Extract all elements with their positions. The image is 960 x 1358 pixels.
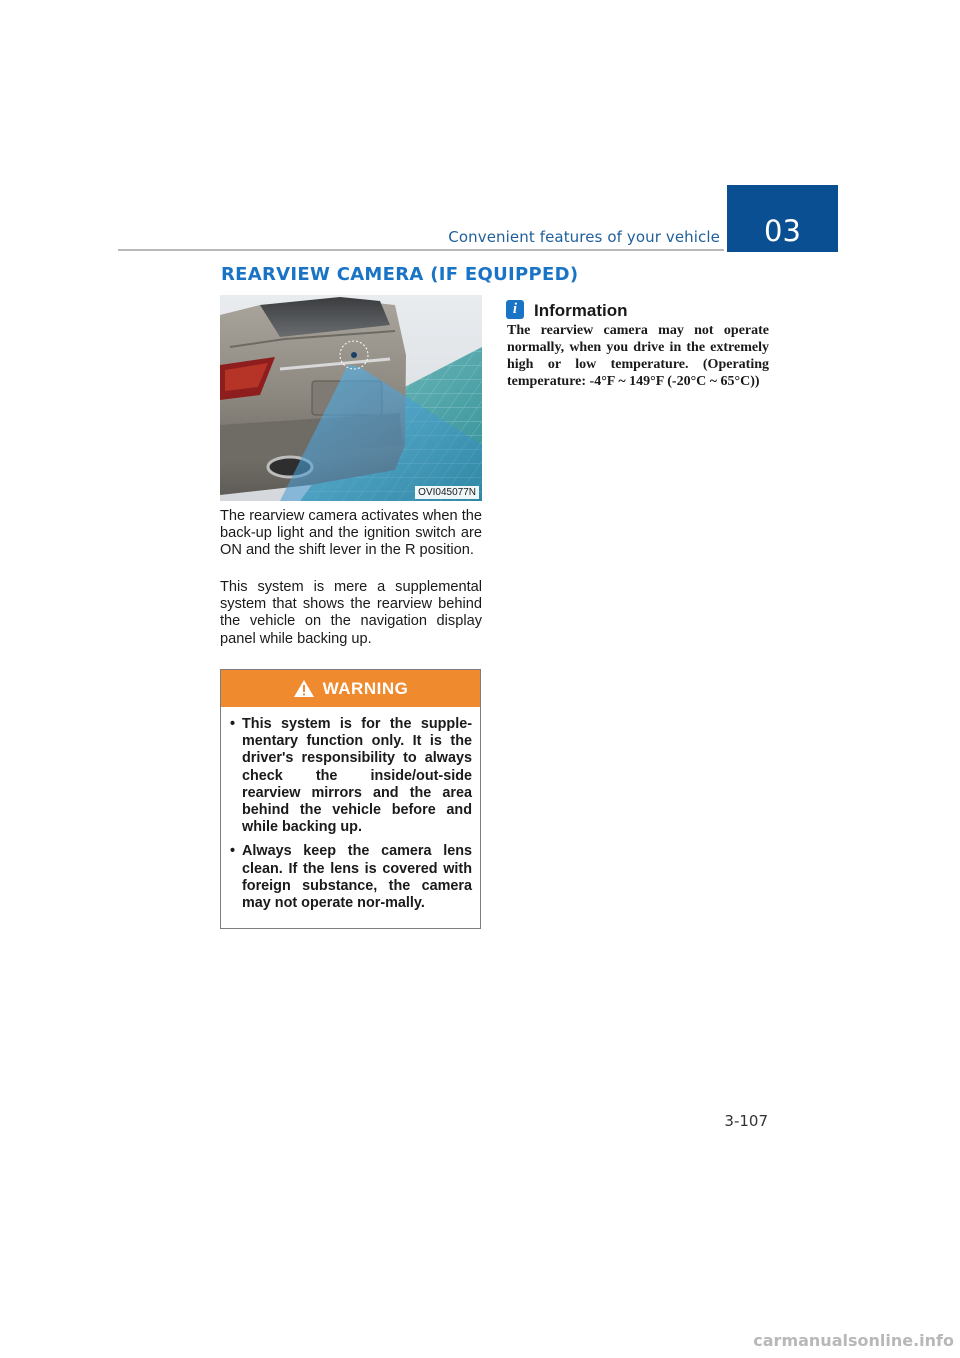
- body-paragraph-2: This system is mere a supplemental system that shows the rearview behind the vehicle on the navigation display panel while backing up.: [220, 579, 482, 647]
- page-title: REARVIEW CAMERA (IF EQUIPPED): [221, 264, 579, 285]
- warning-header: [221, 670, 480, 707]
- chapter-number: 03: [764, 214, 801, 248]
- info-icon: [506, 300, 524, 319]
- header-rule: [118, 249, 724, 251]
- car-rear-image: [220, 295, 482, 501]
- body-paragraph-1: The rearview camera activates when the back-up light and the ignition switch are ON and the shift lever in the R position.: [220, 508, 482, 559]
- warning-triangle-icon: [293, 679, 315, 698]
- warning-item-text: Always keep the camera lens clean. If the lens is covered with foreign substance, the camera may not operate nor-mally.: [242, 843, 472, 912]
- information-text: The rearview camera may not operate normally, when you drive in the extremely high or low temperature. (Operating temperature: -4°F ~ 149°F (-20°C ~ 65°C)): [507, 323, 769, 390]
- rearview-camera-illustration: [220, 295, 482, 501]
- information-title: Information: [534, 301, 628, 320]
- figure-code: OVI045077N: [415, 486, 479, 499]
- bullet: •: [230, 716, 236, 732]
- section-name: Convenient features of your vehicle: [448, 228, 720, 246]
- warning-item-text: This system is for the supple-mentary function only. It is the driver's responsibility to always check the inside/out-side rearview mirrors and the area behind the vehicle before and while backing up.: [242, 716, 472, 836]
- warning-list: [221, 707, 480, 912]
- info-icon-glyph: i: [512, 300, 518, 317]
- warning-item: [230, 843, 472, 912]
- warning-item: [230, 716, 472, 836]
- page-number: 3-107: [724, 1112, 768, 1130]
- bullet: •: [230, 843, 236, 860]
- information-header: [506, 297, 628, 321]
- warning-box: [220, 669, 481, 929]
- chapter-tab: [727, 185, 838, 252]
- warning-title: WARNING: [322, 678, 409, 698]
- watermark: carmanualsonline.info: [753, 1331, 954, 1350]
